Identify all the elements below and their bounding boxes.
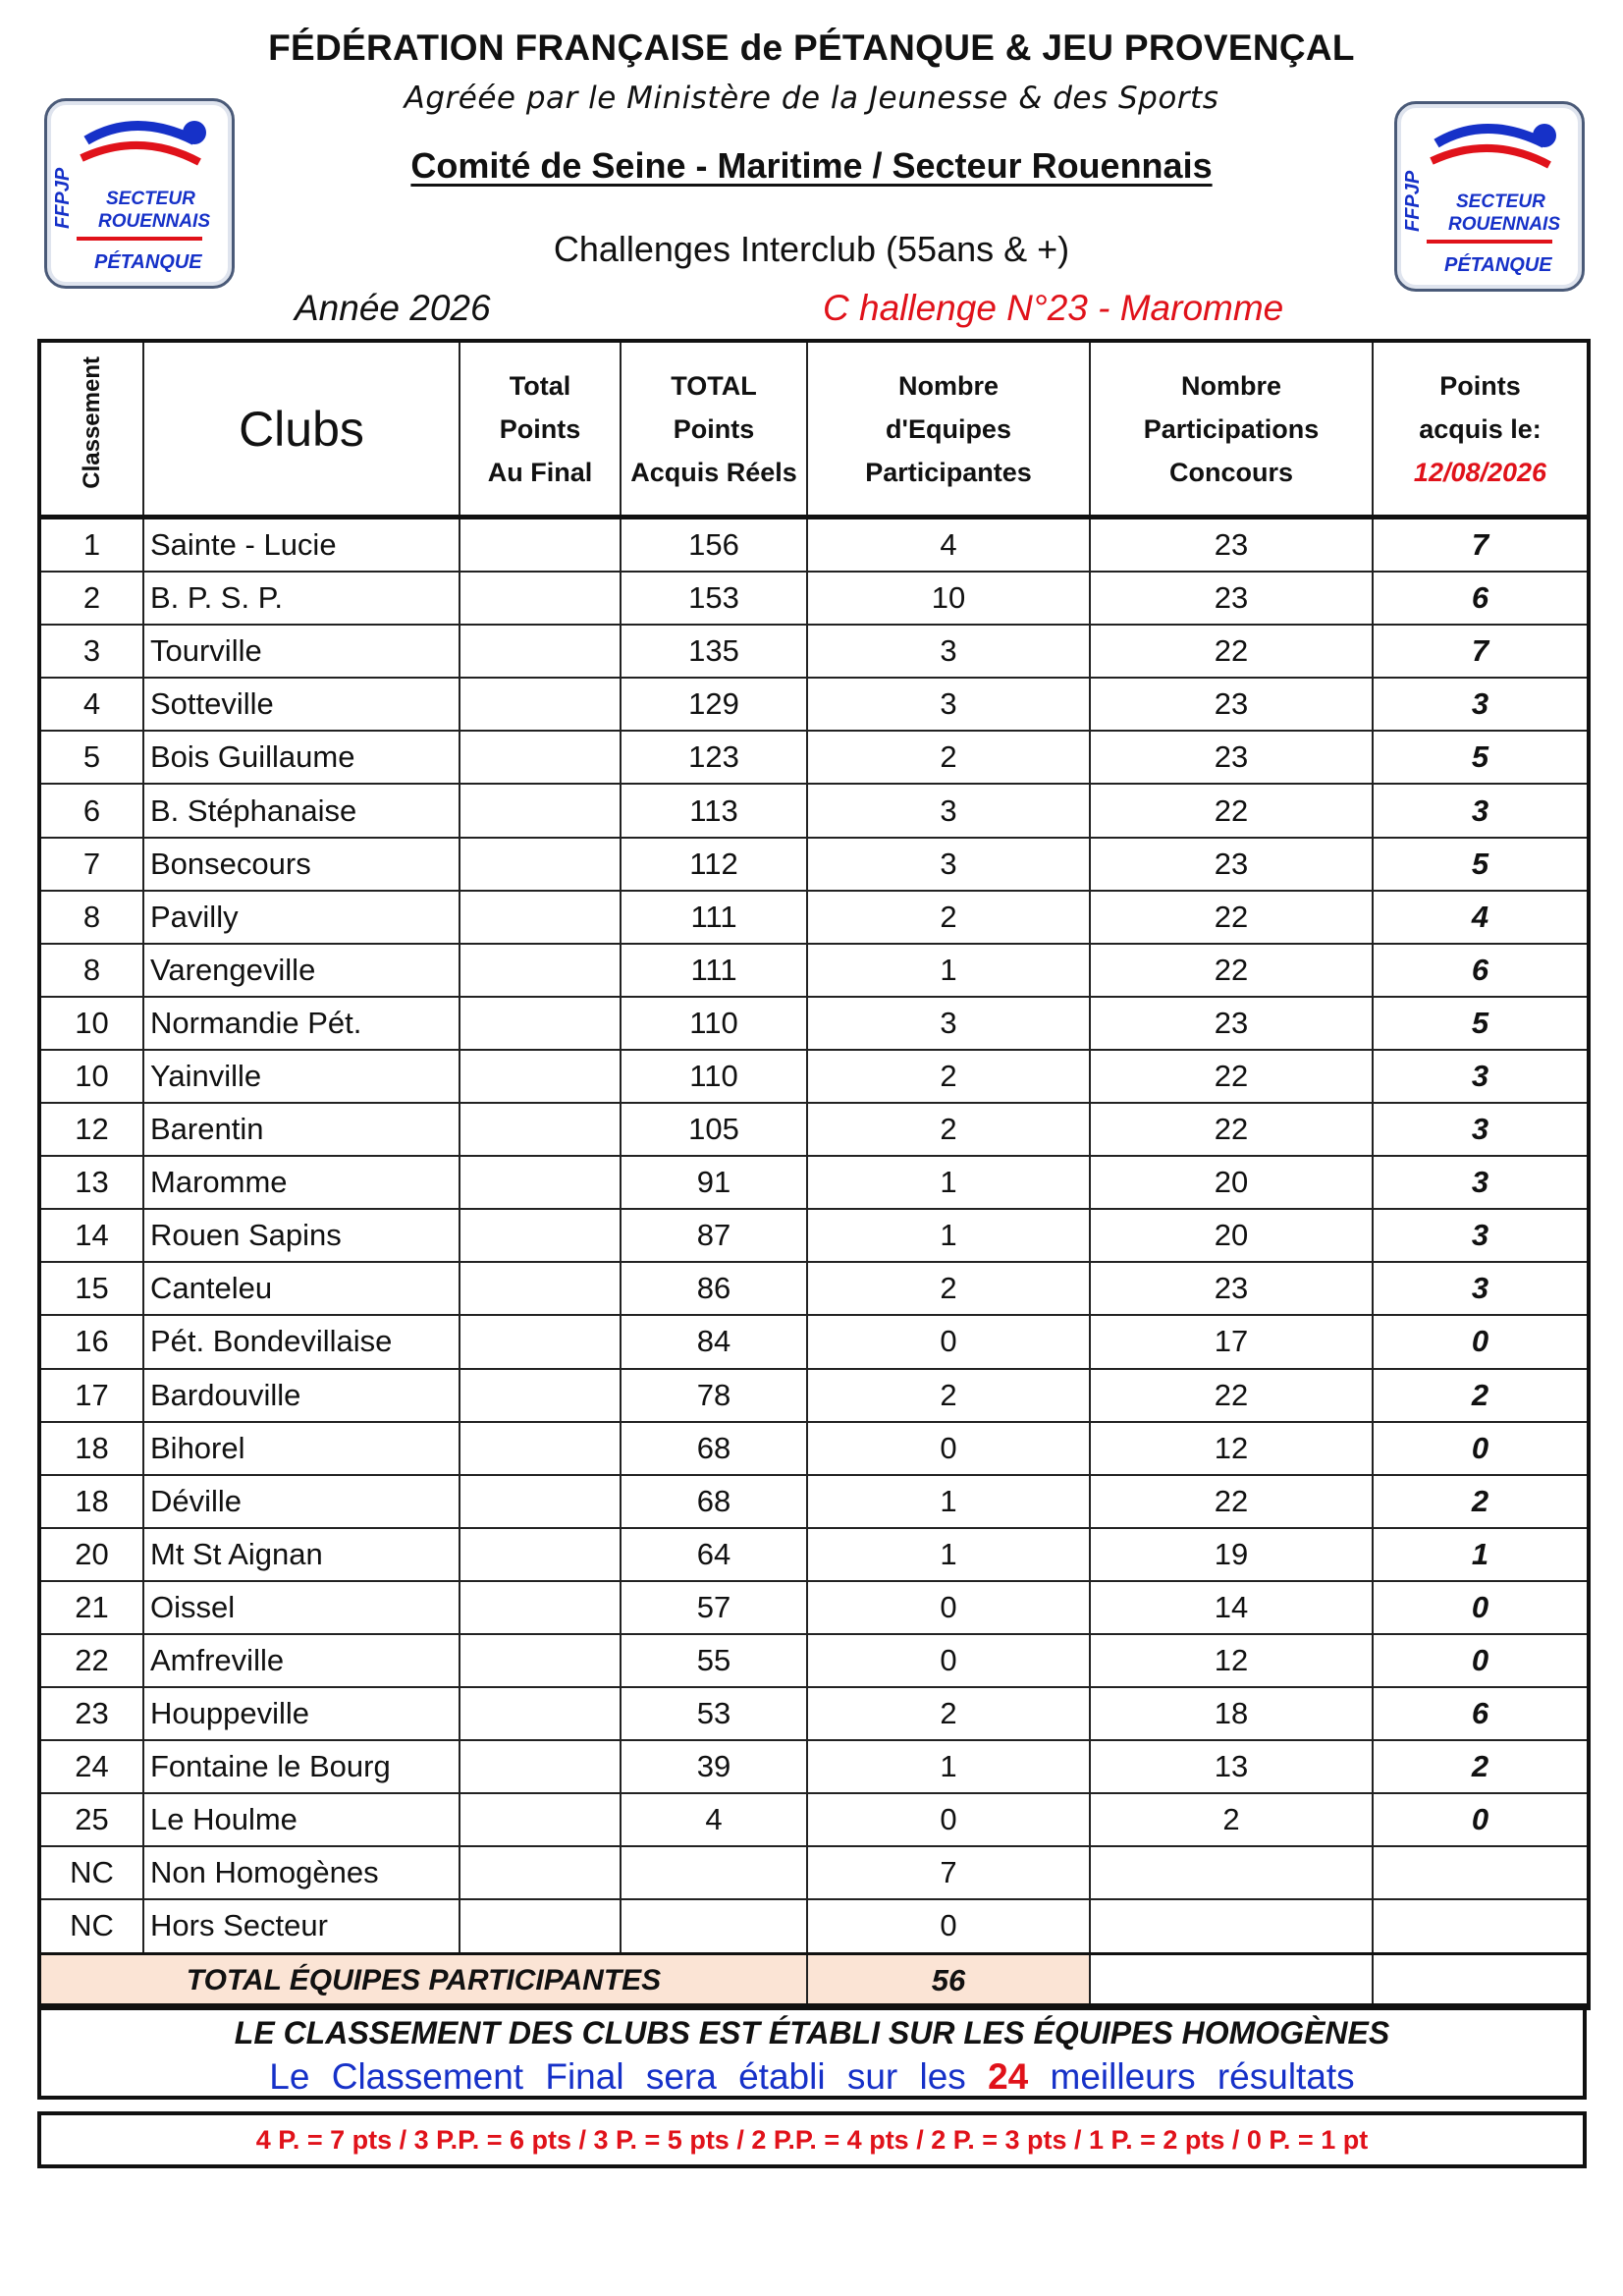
participations-cell: 23 xyxy=(1090,731,1373,784)
total-reels-cell: 110 xyxy=(621,997,807,1050)
participations-cell: 23 xyxy=(1090,1262,1373,1315)
table-row xyxy=(39,1475,1589,1528)
logo-left xyxy=(44,98,235,289)
club-cell: Tourville xyxy=(143,625,460,678)
total-label: TOTAL ÉQUIPES PARTICIPANTES xyxy=(39,1953,807,2008)
equipes-cell: 0 xyxy=(807,1315,1090,1368)
points-cell: 3 xyxy=(1373,1156,1589,1209)
total-reels-cell: 156 xyxy=(621,518,807,573)
participations-cell: 19 xyxy=(1090,1528,1373,1581)
challenges-heading: Challenges Interclub (55ans & +) xyxy=(553,229,1070,269)
table-body xyxy=(39,518,1589,2008)
table-row xyxy=(39,1103,1589,1156)
participations-cell: 23 xyxy=(1090,678,1373,731)
club-cell: Déville xyxy=(143,1475,460,1528)
points-cell: 1 xyxy=(1373,1528,1589,1581)
table-header-row xyxy=(39,341,1589,518)
club-cell: Barentin xyxy=(143,1103,460,1156)
points-cell: 4 xyxy=(1373,891,1589,944)
total-final-cell xyxy=(460,625,621,678)
rank-cell: 5 xyxy=(39,731,143,784)
equipes-cell: 0 xyxy=(807,1634,1090,1687)
participations-cell: 13 xyxy=(1090,1740,1373,1793)
svg-text:ROUENNAIS: ROUENNAIS xyxy=(98,211,211,232)
equipes-cell: 2 xyxy=(807,1687,1090,1740)
rank-cell: 12 xyxy=(39,1103,143,1156)
table-row xyxy=(39,1528,1589,1581)
total-final-cell xyxy=(460,518,621,573)
participations-cell: 22 xyxy=(1090,1050,1373,1103)
club-cell: B. P. S. P. xyxy=(143,572,460,625)
rank-cell: 24 xyxy=(39,1740,143,1793)
table-row xyxy=(39,678,1589,731)
club-cell: Rouen Sapins xyxy=(143,1209,460,1262)
participations-cell xyxy=(1090,1899,1373,1953)
petanque-logo-icon xyxy=(1397,104,1582,289)
participations-cell: 12 xyxy=(1090,1634,1373,1687)
participations-cell: 23 xyxy=(1090,572,1373,625)
equipes-cell: 1 xyxy=(807,1475,1090,1528)
petanque-logo-icon xyxy=(47,101,232,286)
club-cell: Bois Guillaume xyxy=(143,731,460,784)
table-row xyxy=(39,1209,1589,1262)
equipes-cell: 0 xyxy=(807,1581,1090,1634)
total-final-cell xyxy=(460,1687,621,1740)
rank-cell: 7 xyxy=(39,838,143,891)
table-row xyxy=(39,625,1589,678)
club-cell: Bihorel xyxy=(143,1422,460,1475)
empty-cell xyxy=(1090,1953,1373,2008)
points-cell: 6 xyxy=(1373,1687,1589,1740)
total-final-cell xyxy=(460,1156,621,1209)
year-label: Année 2026 xyxy=(295,288,491,328)
total-final-cell xyxy=(460,1050,621,1103)
points-cell xyxy=(1373,1846,1589,1899)
total-reels-cell: 111 xyxy=(621,891,807,944)
points-cell xyxy=(1373,1899,1589,1953)
total-row xyxy=(39,1953,1589,2008)
comite-heading: Comité de Seine - Maritime / Secteur Rouennais xyxy=(410,145,1213,186)
equipes-cell: 3 xyxy=(807,625,1090,678)
total-reels-cell: 86 xyxy=(621,1262,807,1315)
total-final-cell xyxy=(460,1209,621,1262)
points-cell: 3 xyxy=(1373,1209,1589,1262)
total-final-cell xyxy=(460,784,621,837)
rank-cell: 18 xyxy=(39,1422,143,1475)
equipes-cell: 0 xyxy=(807,1899,1090,1953)
ranking-note-box xyxy=(37,2003,1587,2100)
equipes-cell: 0 xyxy=(807,1793,1090,1846)
points-cell: 0 xyxy=(1373,1793,1589,1846)
rank-cell: 10 xyxy=(39,1050,143,1103)
total-final-cell xyxy=(460,1475,621,1528)
points-cell: 3 xyxy=(1373,784,1589,837)
participations-cell: 22 xyxy=(1090,1475,1373,1528)
rank-cell: 6 xyxy=(39,784,143,837)
participations-cell: 22 xyxy=(1090,944,1373,997)
participations-cell: 12 xyxy=(1090,1422,1373,1475)
rank-cell: 8 xyxy=(39,944,143,997)
club-cell: Yainville xyxy=(143,1050,460,1103)
total-reels-cell: 113 xyxy=(621,784,807,837)
total-final-cell xyxy=(460,1740,621,1793)
equipes-cell: 1 xyxy=(807,1209,1090,1262)
total-final-cell xyxy=(460,1369,621,1422)
total-reels-cell: 84 xyxy=(621,1315,807,1368)
equipes-cell: 4 xyxy=(807,518,1090,573)
total-final-cell xyxy=(460,1846,621,1899)
club-cell: Canteleu xyxy=(143,1262,460,1315)
rank-cell: 13 xyxy=(39,1156,143,1209)
total-final-cell xyxy=(460,1422,621,1475)
equipes-cell: 2 xyxy=(807,1103,1090,1156)
equipes-cell: 1 xyxy=(807,1156,1090,1209)
points-cell: 5 xyxy=(1373,997,1589,1050)
total-value: 56 xyxy=(807,1953,1090,2008)
svg-text:FFPJP: FFPJP xyxy=(1402,170,1424,232)
rank-cell: 21 xyxy=(39,1581,143,1634)
rank-cell: 8 xyxy=(39,891,143,944)
club-cell: Fontaine le Bourg xyxy=(143,1740,460,1793)
participations-cell: 20 xyxy=(1090,1209,1373,1262)
points-cell: 2 xyxy=(1373,1369,1589,1422)
header-total-final: Total Points Au Final xyxy=(460,341,621,518)
table-row xyxy=(39,1740,1589,1793)
table-row xyxy=(39,1687,1589,1740)
table-row xyxy=(39,1050,1589,1103)
points-cell: 0 xyxy=(1373,1581,1589,1634)
club-cell: Bonsecours xyxy=(143,838,460,891)
rank-cell: 25 xyxy=(39,1793,143,1846)
participations-cell: 17 xyxy=(1090,1315,1373,1368)
total-reels-cell: 123 xyxy=(621,731,807,784)
participations-cell: 23 xyxy=(1090,838,1373,891)
total-final-cell xyxy=(460,997,621,1050)
table-row xyxy=(39,838,1589,891)
total-reels-cell xyxy=(621,1846,807,1899)
club-cell: B. Stéphanaise xyxy=(143,784,460,837)
table-row xyxy=(39,891,1589,944)
header-participations: Nombre Participations Concours xyxy=(1090,341,1373,518)
rank-cell: 4 xyxy=(39,678,143,731)
total-reels-cell: 91 xyxy=(621,1156,807,1209)
table-row xyxy=(39,1422,1589,1475)
svg-text:FFPJP: FFPJP xyxy=(52,167,74,229)
rank-cell: 22 xyxy=(39,1634,143,1687)
club-cell: Sotteville xyxy=(143,678,460,731)
club-cell: Pét. Bondevillaise xyxy=(143,1315,460,1368)
participations-cell: 20 xyxy=(1090,1156,1373,1209)
points-cell: 7 xyxy=(1373,518,1589,573)
rank-cell: 14 xyxy=(39,1209,143,1262)
header-clubs: Clubs xyxy=(143,341,460,518)
best-results-count: 24 xyxy=(988,2056,1029,2097)
table-row xyxy=(39,1156,1589,1209)
rank-cell: 16 xyxy=(39,1315,143,1368)
header-equipes: Nombre d'Equipes Participantes xyxy=(807,341,1090,518)
equipes-cell: 1 xyxy=(807,1528,1090,1581)
challenge-label: C hallenge N°23 - Maromme xyxy=(823,288,1284,328)
header-total-reels: TOTAL Points Acquis Réels xyxy=(621,341,807,518)
points-cell: 5 xyxy=(1373,838,1589,891)
table-row xyxy=(39,1899,1589,1953)
points-cell: 3 xyxy=(1373,678,1589,731)
total-final-cell xyxy=(460,1793,621,1846)
participations-cell: 22 xyxy=(1090,1369,1373,1422)
club-cell: Pavilly xyxy=(143,891,460,944)
federation-title: FÉDÉRATION FRANÇAISE de PÉTANQUE & JEU PROVENÇAL xyxy=(268,27,1355,68)
total-final-cell xyxy=(460,1103,621,1156)
points-cell: 3 xyxy=(1373,1103,1589,1156)
equipes-cell: 10 xyxy=(807,572,1090,625)
club-cell: Non Homogènes xyxy=(143,1846,460,1899)
total-reels-cell: 110 xyxy=(621,1050,807,1103)
ranking-table xyxy=(37,339,1591,2010)
svg-text:PÉTANQUE: PÉTANQUE xyxy=(94,251,202,273)
participations-cell: 23 xyxy=(1090,997,1373,1050)
rank-cell: NC xyxy=(39,1846,143,1899)
rank-cell: 2 xyxy=(39,572,143,625)
equipes-cell: 2 xyxy=(807,731,1090,784)
total-reels-cell: 4 xyxy=(621,1793,807,1846)
total-reels-cell: 57 xyxy=(621,1581,807,1634)
club-cell: Le Houlme xyxy=(143,1793,460,1846)
total-reels-cell: 78 xyxy=(621,1369,807,1422)
table-row xyxy=(39,731,1589,784)
table-row xyxy=(39,1634,1589,1687)
rank-cell: 10 xyxy=(39,997,143,1050)
total-reels-cell: 112 xyxy=(621,838,807,891)
points-cell: 6 xyxy=(1373,944,1589,997)
table-row xyxy=(39,518,1589,573)
rank-cell: 23 xyxy=(39,1687,143,1740)
equipes-cell: 3 xyxy=(807,678,1090,731)
rank-cell: 17 xyxy=(39,1369,143,1422)
rank-cell: 1 xyxy=(39,518,143,573)
club-cell: Maromme xyxy=(143,1156,460,1209)
total-reels-cell xyxy=(621,1899,807,1953)
equipes-cell: 2 xyxy=(807,891,1090,944)
header-rank: Classement xyxy=(39,341,143,518)
total-reels-cell: 153 xyxy=(621,572,807,625)
logo-right xyxy=(1394,101,1585,292)
participations-cell: 14 xyxy=(1090,1581,1373,1634)
table-row xyxy=(39,1581,1589,1634)
table-row xyxy=(39,1262,1589,1315)
total-final-cell xyxy=(460,1581,621,1634)
club-cell: Bardouville xyxy=(143,1369,460,1422)
table-row xyxy=(39,572,1589,625)
svg-text:PÉTANQUE: PÉTANQUE xyxy=(1444,254,1552,276)
participations-cell xyxy=(1090,1846,1373,1899)
final-ranking-note: Le Classement Final sera établi sur les 24 meilleurs résultats xyxy=(269,2056,1355,2097)
points-cell: 0 xyxy=(1373,1634,1589,1687)
total-final-cell xyxy=(460,1315,621,1368)
table-row xyxy=(39,997,1589,1050)
points-cell: 0 xyxy=(1373,1422,1589,1475)
club-cell: Varengeville xyxy=(143,944,460,997)
table-row xyxy=(39,1315,1589,1368)
total-final-cell xyxy=(460,838,621,891)
total-final-cell xyxy=(460,944,621,997)
club-cell: Sainte - Lucie xyxy=(143,518,460,573)
table-row xyxy=(39,1369,1589,1422)
participations-cell: 2 xyxy=(1090,1793,1373,1846)
equipes-cell: 2 xyxy=(807,1262,1090,1315)
total-final-cell xyxy=(460,731,621,784)
table-row xyxy=(39,944,1589,997)
total-final-cell xyxy=(460,678,621,731)
homogeneous-note: LE CLASSEMENT DES CLUBS EST ÉTABLI SUR LES ÉQUIPES HOMOGÈNES xyxy=(234,2015,1390,2050)
equipes-cell: 7 xyxy=(807,1846,1090,1899)
participations-cell: 22 xyxy=(1090,891,1373,944)
rank-cell: 18 xyxy=(39,1475,143,1528)
total-reels-cell: 129 xyxy=(621,678,807,731)
equipes-cell: 3 xyxy=(807,997,1090,1050)
table-row xyxy=(39,784,1589,837)
participations-cell: 22 xyxy=(1090,784,1373,837)
participations-cell: 22 xyxy=(1090,1103,1373,1156)
total-reels-cell: 64 xyxy=(621,1528,807,1581)
points-cell: 2 xyxy=(1373,1475,1589,1528)
total-reels-cell: 68 xyxy=(621,1422,807,1475)
svg-text:ROUENNAIS: ROUENNAIS xyxy=(1448,214,1561,235)
club-cell: Oissel xyxy=(143,1581,460,1634)
participations-cell: 22 xyxy=(1090,625,1373,678)
points-cell: 3 xyxy=(1373,1050,1589,1103)
points-cell: 0 xyxy=(1373,1315,1589,1368)
points-cell: 2 xyxy=(1373,1740,1589,1793)
rank-cell: 3 xyxy=(39,625,143,678)
total-final-cell xyxy=(460,1634,621,1687)
total-final-cell xyxy=(460,891,621,944)
total-reels-cell: 55 xyxy=(621,1634,807,1687)
points-cell: 3 xyxy=(1373,1262,1589,1315)
total-reels-cell: 111 xyxy=(621,944,807,997)
total-reels-cell: 53 xyxy=(621,1687,807,1740)
total-reels-cell: 68 xyxy=(621,1475,807,1528)
table-row xyxy=(39,1846,1589,1899)
total-reels-cell: 87 xyxy=(621,1209,807,1262)
total-final-cell xyxy=(460,1262,621,1315)
participations-cell: 23 xyxy=(1090,518,1373,573)
table-row xyxy=(39,1793,1589,1846)
participations-cell: 18 xyxy=(1090,1687,1373,1740)
rank-cell: NC xyxy=(39,1899,143,1953)
equipes-cell: 0 xyxy=(807,1422,1090,1475)
total-reels-cell: 39 xyxy=(621,1740,807,1793)
equipes-cell: 2 xyxy=(807,1050,1090,1103)
equipes-cell: 1 xyxy=(807,944,1090,997)
total-final-cell xyxy=(460,1528,621,1581)
rank-cell: 15 xyxy=(39,1262,143,1315)
total-reels-cell: 135 xyxy=(621,625,807,678)
club-cell: Amfreville xyxy=(143,1634,460,1687)
club-cell: Houppeville xyxy=(143,1687,460,1740)
points-scale: 4 P. = 7 pts / 3 P.P. = 6 pts / 3 P. = 5 pts / 2 P.P. = 4 pts / 2 P. = 3 pts / 1 P. = 2 pts / 0 P. = 1 pt xyxy=(255,2125,1369,2155)
svg-text:SECTEUR: SECTEUR xyxy=(1456,191,1545,212)
points-cell: 7 xyxy=(1373,625,1589,678)
empty-cell xyxy=(1373,1953,1589,2008)
equipes-cell: 2 xyxy=(807,1369,1090,1422)
points-cell: 5 xyxy=(1373,731,1589,784)
club-cell: Normandie Pét. xyxy=(143,997,460,1050)
total-reels-cell: 105 xyxy=(621,1103,807,1156)
total-final-cell xyxy=(460,572,621,625)
club-cell: Mt St Aignan xyxy=(143,1528,460,1581)
svg-text:SECTEUR: SECTEUR xyxy=(106,189,195,209)
points-scale-box xyxy=(37,2111,1587,2168)
equipes-cell: 1 xyxy=(807,1740,1090,1793)
total-final-cell xyxy=(460,1899,621,1953)
club-cell: Hors Secteur xyxy=(143,1899,460,1953)
equipes-cell: 3 xyxy=(807,784,1090,837)
equipes-cell: 3 xyxy=(807,838,1090,891)
rank-cell: 20 xyxy=(39,1528,143,1581)
agreement-subtitle: Agréée par le Ministère de la Jeunesse & des Sports xyxy=(404,81,1219,116)
points-cell: 6 xyxy=(1373,572,1589,625)
header-points: Points acquis le: 12/08/2026 xyxy=(1373,341,1589,518)
